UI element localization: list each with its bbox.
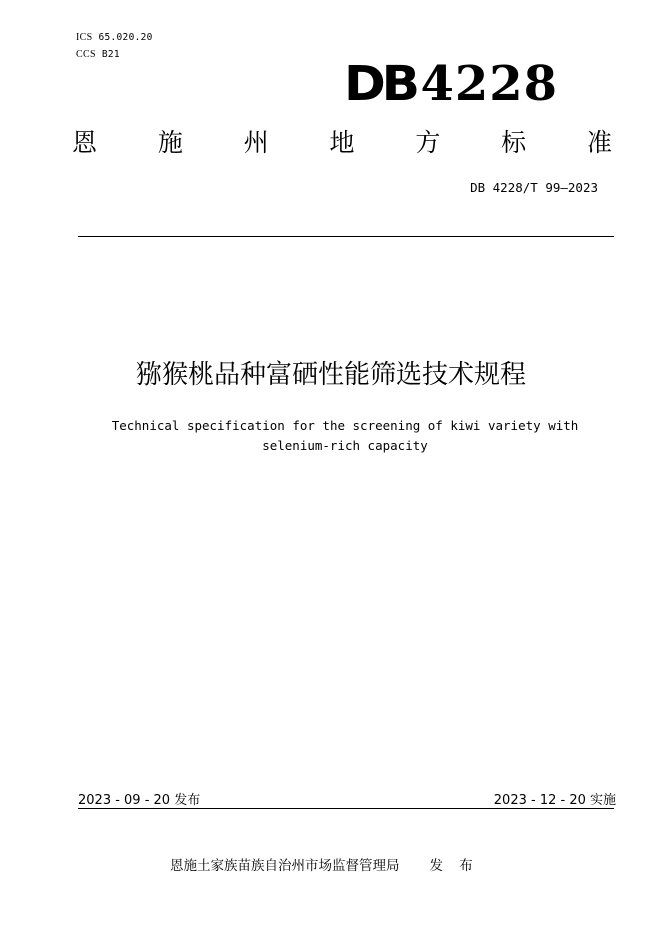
issuer-name: 恩施土家族苗族自治州市场监督管理局 <box>170 858 400 874</box>
title-english <box>90 416 600 456</box>
ics-line <box>76 32 153 43</box>
standard-type-char: 州 <box>243 128 269 157</box>
standard-number: DB 4228/T 99—2023 <box>470 180 598 195</box>
footer-divider <box>78 808 614 809</box>
issuer-action: 发 布 <box>429 858 479 874</box>
issuer <box>170 854 479 874</box>
standard-type-char: 施 <box>157 128 183 157</box>
ics-label: ICS <box>76 32 93 43</box>
standard-type-char: 标 <box>501 128 527 157</box>
title-english-line: selenium-rich capacity <box>262 438 428 453</box>
standard-type <box>72 128 612 158</box>
standard-type-char: 恩 <box>72 128 98 157</box>
standard-type-char: 地 <box>329 128 355 157</box>
ics-code: 65.020.20 <box>98 32 153 43</box>
release-date: 2023 - 09 - 20 发布 <box>78 793 201 808</box>
header-divider <box>78 236 614 237</box>
standard-type-char: 准 <box>586 128 612 157</box>
standard-mark-region-code: 4228 <box>420 56 559 112</box>
ccs-line <box>76 49 120 60</box>
standard-mark <box>344 56 568 112</box>
ccs-label: CCS <box>76 49 96 60</box>
title-english-line: Technical specification for the screening of kiwi variety with <box>111 418 579 433</box>
standard-mark-prefix: DB <box>344 56 416 112</box>
standard-type-char: 方 <box>415 128 441 157</box>
implementation-date: 2023 - 12 - 20 实施 <box>493 793 616 808</box>
ccs-code: B21 <box>101 49 120 60</box>
title-chinese: 猕猴桃品种富硒性能筛选技术规程 <box>135 360 526 390</box>
